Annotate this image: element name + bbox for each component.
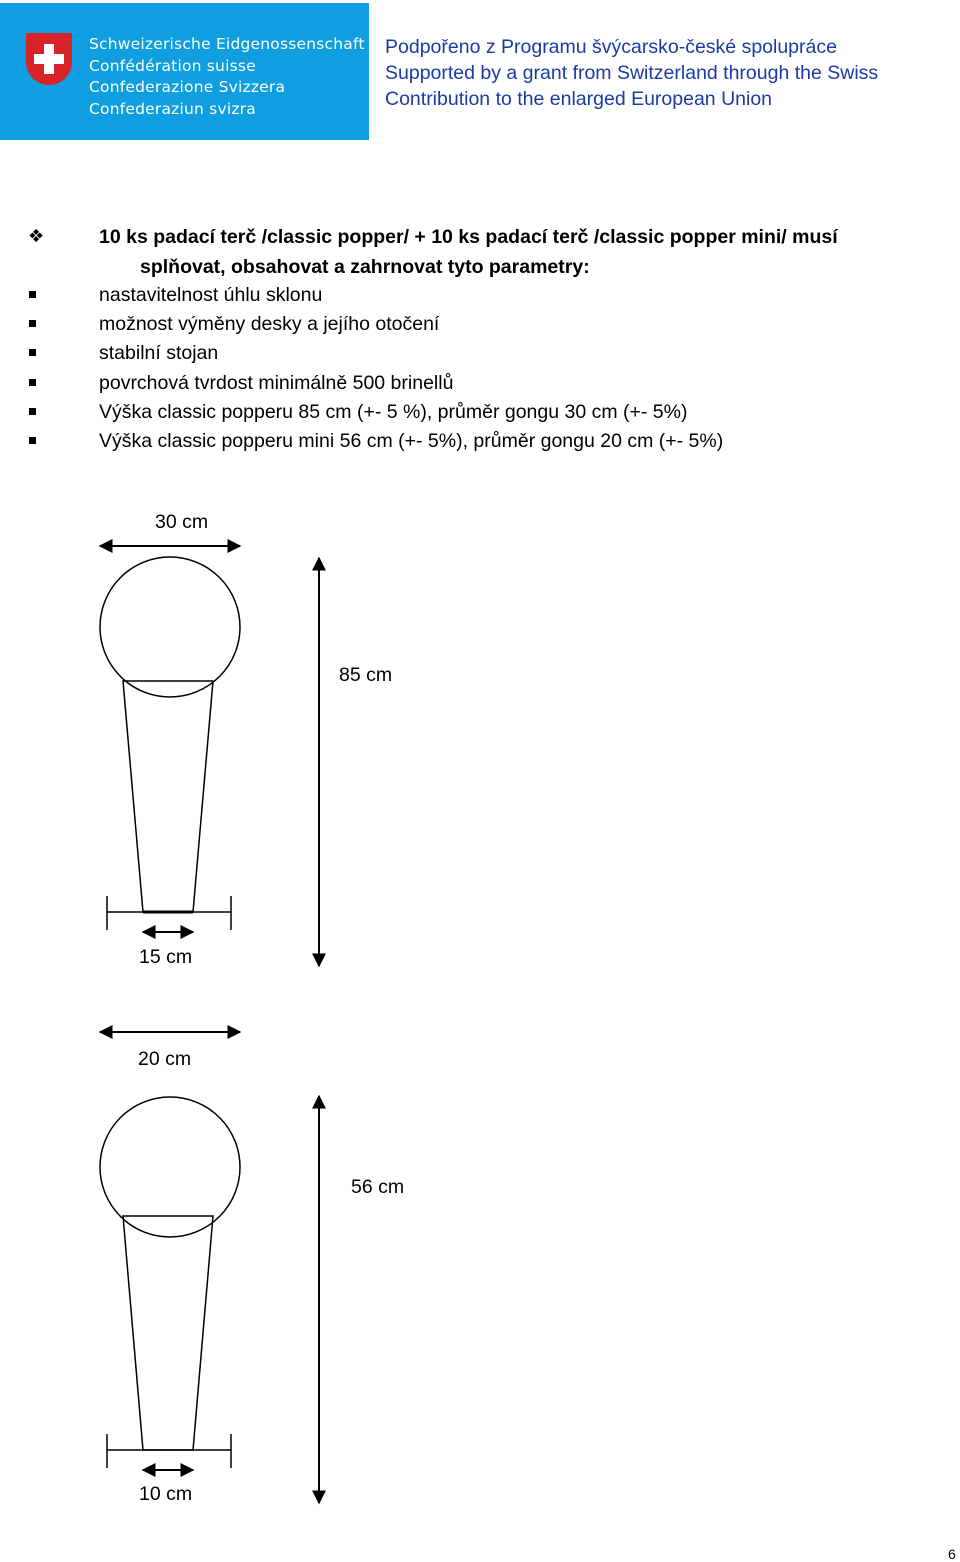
grant-line-cz: Podpořeno z Programu švýcarsko-české spolupráce [385,36,837,58]
popper-stand [123,1216,213,1450]
mini-base-width-label: 10 cm [139,1483,193,1505]
classic-popper-drawing [100,546,319,966]
grant-line-en-1: Supported by a grant from Switzerland through the Swiss [385,62,879,84]
parameter-text: stabilní stojan [99,342,219,364]
requirement-heading-line-2: splňovat, obsahovat a zahrnovat tyto parametry: [140,256,590,278]
diamond-bullet-icon: ❖ [28,226,45,247]
confederation-name-rm: Confederaziun svizra [89,99,256,118]
mini-gong-width-label: 20 cm [138,1048,192,1070]
confederation-name-it: Confederazione Svizzera [89,78,286,96]
parameter-text: Výška classic popperu 85 cm (+- 5 %), průměr gongu 30 cm (+- 5%) [99,401,688,423]
popper-stand [123,681,213,912]
classic-base-width-label: 15 cm [139,946,193,968]
parameter-text: Výška classic popperu mini 56 cm (+- 5%), průměr gongu 20 cm (+- 5%) [99,430,724,452]
gong-plate [100,557,240,697]
parameter-text: možnost výměny desky a jejího otočení [99,313,440,335]
grant-line-en-2: Contribution to the enlarged European Union [385,88,773,110]
confederation-name-de: Schweizerische Eidgenossenschaft [89,35,365,53]
parameter-text: povrchová tvrdost minimálně 500 brinellů [99,372,454,394]
mini-popper-drawing [100,1032,319,1503]
confederation-name-fr: Confédération suisse [89,56,256,75]
classic-height-label: 85 cm [339,664,393,686]
requirement-heading-line-1: 10 ks padací terč /classic popper/ + 10 ks padací terč /classic popper mini/ musí [99,226,838,248]
page-number: 6 [948,1546,956,1562]
classic-gong-width-label: 30 cm [155,511,209,533]
mini-height-label: 56 cm [351,1176,405,1198]
parameter-text: nastavitelnost úhlu sklonu [99,284,323,306]
